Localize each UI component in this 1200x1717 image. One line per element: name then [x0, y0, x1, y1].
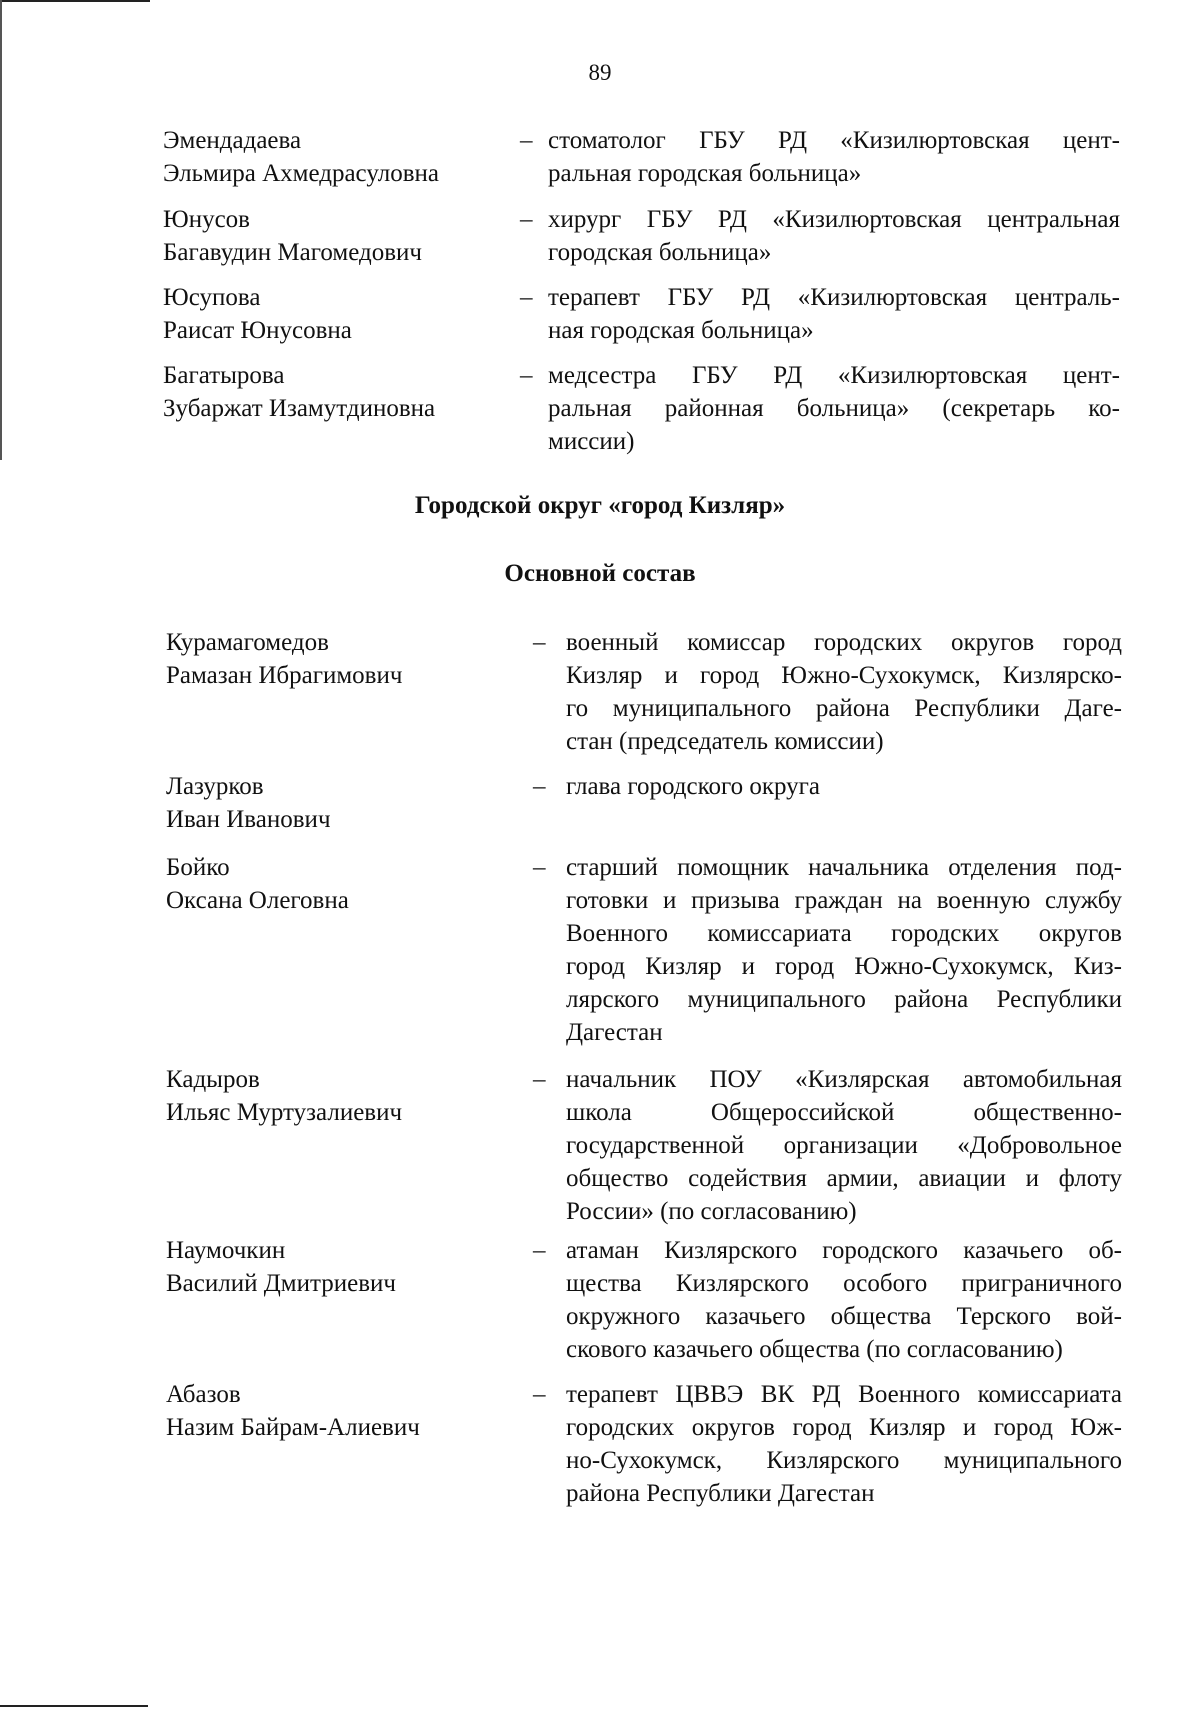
- member-position-line: школа Общероссийской общественно-: [566, 1099, 1122, 1126]
- member-position-line: старший помощник начальника отделения под-: [566, 854, 1122, 881]
- member-given-names: Василий Дмитриевич: [166, 1270, 396, 1297]
- member-position-line: Военного комиссариата городских округов: [566, 920, 1122, 947]
- member-name: [166, 1234, 396, 1300]
- member-position-line: общество содействия армии, авиации и флоту: [566, 1165, 1122, 1192]
- member-position-line: стоматолог ГБУ РД «Кизилюртовская цент-: [548, 127, 1120, 154]
- member-position-line: щества Кизлярского особого приграничного: [566, 1270, 1122, 1297]
- member-position: [548, 359, 1120, 458]
- dash-separator: –: [533, 1066, 546, 1093]
- member-position: [566, 626, 1122, 758]
- page-number: 89: [588, 60, 612, 85]
- member-name: [163, 281, 352, 347]
- member-position-line: терапевт ЦВВЭ ВК РД Военного комиссариата: [566, 1381, 1122, 1408]
- member-position-line: медсестра ГБУ РД «Кизилюртовская цент-: [548, 362, 1120, 389]
- member-surname: Наумочкин: [166, 1237, 286, 1264]
- member-position: [548, 203, 1120, 269]
- dash-separator: –: [520, 206, 533, 233]
- member-position-line: Дагестан: [566, 1019, 663, 1046]
- member-position-line: миссии): [548, 428, 635, 455]
- member-position-line: хирург ГБУ РД «Кизилюртовская центральная: [548, 206, 1120, 233]
- member-position-line: го муниципального района Республики Даге-: [566, 695, 1122, 722]
- member-position: [548, 124, 1120, 190]
- member-surname: Лазурков: [166, 773, 264, 800]
- scan-edge-bottom: [0, 1705, 148, 1707]
- member-position-line: окружного казачьего общества Терского вой-: [566, 1303, 1122, 1330]
- member-surname: Эмендадаева: [163, 127, 302, 154]
- member-given-names: Багавудин Магомедович: [163, 239, 422, 266]
- composition-heading: Основной состав: [504, 560, 696, 587]
- dash-separator: –: [533, 629, 546, 656]
- member-position-line: стан (председатель комиссии): [566, 728, 884, 755]
- member-name: [166, 851, 349, 917]
- member-position-line: готовки и призыва граждан на военную службу: [566, 887, 1122, 914]
- member-given-names: Рамазан Ибрагимович: [166, 662, 403, 689]
- member-position-line: терапевт ГБУ РД «Кизилюртовская централь-: [548, 284, 1120, 311]
- member-position-line: государственной организации «Добровольное: [566, 1132, 1122, 1159]
- member-position: [566, 851, 1122, 1049]
- member-name: [163, 124, 439, 190]
- member-position: [566, 770, 1122, 803]
- member-position-line: город Кизляр и город Южно-Сухокумск, Киз-: [566, 953, 1122, 980]
- member-surname: Юнусов: [163, 206, 250, 233]
- member-position-line: но-Сухокумск, Кизлярского муниципального: [566, 1447, 1122, 1474]
- member-given-names: Зубаржат Изамутдиновна: [163, 395, 436, 422]
- dash-separator: –: [520, 284, 533, 311]
- member-given-names: Раисат Юнусовна: [163, 317, 352, 344]
- member-position-line: городская больница»: [548, 239, 772, 266]
- member-given-names: Ильяс Муртузалиевич: [166, 1099, 403, 1126]
- member-position-line: глава городского округа: [566, 773, 821, 800]
- member-position-line: Кизляр и город Южно-Сухокумск, Кизлярско-: [566, 662, 1122, 689]
- member-surname: Бойко: [166, 854, 230, 881]
- member-position-line: городских округов город Кизляр и город Юж-: [566, 1414, 1122, 1441]
- member-name: [163, 203, 422, 269]
- member-position-line: скового казачьего общества (по согласованию): [566, 1336, 1063, 1363]
- dash-separator: –: [533, 854, 546, 881]
- member-given-names: Назим Байрам-Алиевич: [166, 1414, 420, 1441]
- scan-edge-top: [0, 0, 150, 2]
- member-given-names: Эльмира Ахмедрасуловна: [163, 160, 439, 187]
- member-name: [163, 359, 435, 425]
- district-heading: Городской округ «город Кизляр»: [414, 492, 786, 519]
- member-name: [166, 770, 331, 836]
- member-position: [548, 281, 1120, 347]
- member-given-names: Иван Иванович: [166, 806, 331, 833]
- member-position: [566, 1234, 1122, 1366]
- dash-separator: –: [533, 1381, 546, 1408]
- member-position-line: атаман Кизлярского городского казачьего об-: [566, 1237, 1122, 1264]
- member-name: [166, 1063, 402, 1129]
- member-name: [166, 1378, 420, 1444]
- member-surname: Абазов: [166, 1381, 241, 1408]
- member-position-line: лярского муниципального района Республики: [566, 986, 1122, 1013]
- member-position-line: ная городская больница»: [548, 317, 814, 344]
- member-position-line: района Республики Дагестан: [566, 1480, 875, 1507]
- member-surname: Курамагомедов: [166, 629, 329, 656]
- member-position: [566, 1378, 1122, 1510]
- member-surname: Багатырова: [163, 362, 285, 389]
- member-position-line: военный комиссар городских округов город: [566, 629, 1122, 656]
- dash-separator: –: [533, 773, 546, 800]
- dash-separator: –: [520, 362, 533, 389]
- member-position-line: начальник ПОУ «Кизлярская автомобильная: [566, 1066, 1122, 1093]
- member-position-line: ральная городская больница»: [548, 160, 862, 187]
- member-position-line: ральная районная больница» (секретарь ко-: [548, 395, 1120, 422]
- dash-separator: –: [533, 1237, 546, 1264]
- member-position: [566, 1063, 1122, 1228]
- member-surname: Юсупова: [163, 284, 261, 311]
- member-position-line: России» (по согласованию): [566, 1198, 857, 1225]
- dash-separator: –: [520, 127, 533, 154]
- member-surname: Кадыров: [166, 1066, 260, 1093]
- member-given-names: Оксана Олеговна: [166, 887, 349, 914]
- member-name: [166, 626, 402, 692]
